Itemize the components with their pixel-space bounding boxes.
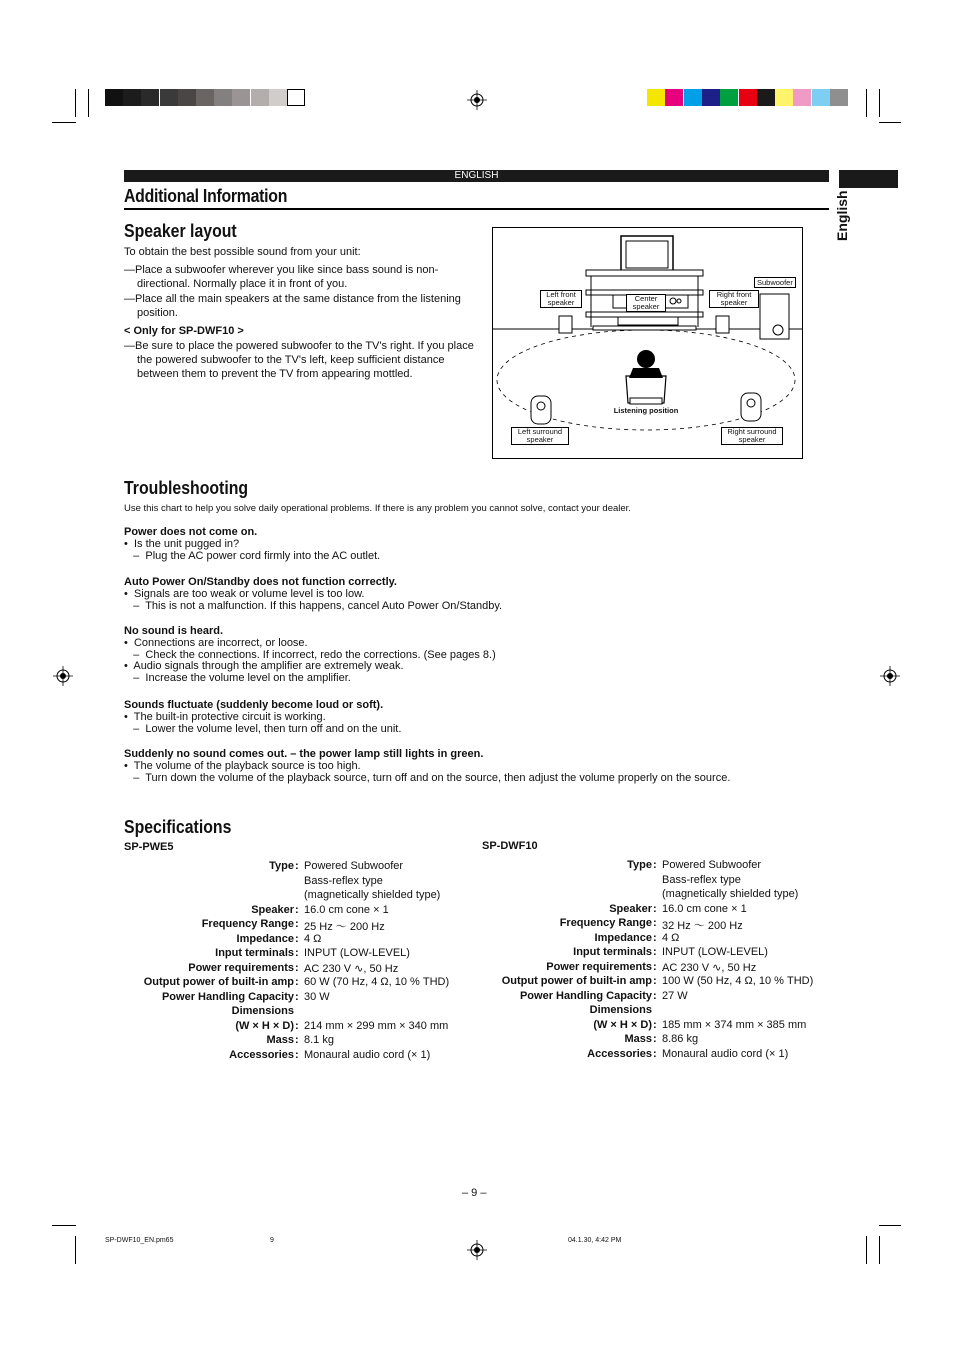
spec-colon: : xyxy=(653,989,657,1002)
trouble-heading: Auto Power On/Standby does not function correctly. xyxy=(124,576,397,588)
spec-value: 8.86 kg xyxy=(662,1033,699,1045)
spec-value: 25 Hz ～ 200 Hz xyxy=(304,921,385,933)
gray-swatch xyxy=(160,89,178,106)
spec-value: 4 Ω xyxy=(662,931,680,944)
spec-value: 185 mm × 374 mm × 385 mm xyxy=(662,1018,807,1031)
gray-swatch xyxy=(251,89,269,106)
spec-colon: : xyxy=(653,1033,657,1045)
spec-colon: : xyxy=(653,859,657,871)
trouble-line: • The volume of the playback source is too high. xyxy=(124,760,361,772)
spec-colon: : xyxy=(295,1019,299,1032)
spec-value: Monaural audio cord (× 1) xyxy=(662,1047,789,1060)
section-title: Additional Information xyxy=(124,186,288,206)
left-front-label: Left front speaker xyxy=(540,290,582,308)
spec-colon: : xyxy=(295,918,299,930)
color-swatch xyxy=(720,89,738,106)
trouble-line: • Is the unit pugged in? xyxy=(124,538,240,550)
spec-label: (W × H × D) xyxy=(235,1019,294,1032)
gray-swatch xyxy=(214,89,232,106)
registration-mark-icon xyxy=(53,666,73,686)
trouble-heading: No sound is heard. xyxy=(124,625,224,637)
right-surround-label: Right surround speaker xyxy=(721,427,783,445)
spec-colon: : xyxy=(295,1048,299,1061)
model-note-heading: < Only for SP-DWF10 > xyxy=(124,325,244,337)
spec-colon: : xyxy=(653,1047,657,1060)
trouble-line: • Signals are too weak or volume level is too low. xyxy=(124,588,365,600)
spec-value: INPUT (LOW-LEVEL) xyxy=(304,947,410,959)
spec-colon: : xyxy=(653,902,657,915)
section-rule xyxy=(124,208,829,210)
spec-value: AC 230 V ∿, 50 Hz xyxy=(304,962,399,975)
specifications-heading: Specifications xyxy=(124,817,232,837)
gray-swatch xyxy=(123,89,141,106)
spec-value: Bass-reflex type xyxy=(662,873,741,886)
footer-date: 04.1.30, 4:42 PM xyxy=(568,1237,622,1244)
listening-position-label: Listening position xyxy=(613,406,679,415)
spec-colon: : xyxy=(295,903,299,916)
spec-value: 214 mm × 299 mm × 340 mm xyxy=(304,1019,449,1032)
spec-value: 32 Hz ～ 200 Hz xyxy=(662,920,743,932)
spec-label: Power requirements xyxy=(188,961,294,974)
gray-swatch xyxy=(178,89,196,106)
spec-value: AC 230 V ∿, 50 Hz xyxy=(662,961,757,974)
trouble-heading: Suddenly no sound comes out. – the power lamp still lights in green. xyxy=(124,748,484,760)
speaker-layout-intro: To obtain the best possible sound from your unit: xyxy=(124,246,361,258)
spec-label: Input terminals xyxy=(573,946,652,958)
color-swatch xyxy=(665,89,683,106)
trouble-line: • The built-in protective circuit is working. xyxy=(124,711,326,723)
gray-swatch xyxy=(269,89,287,106)
spec-label: Mass xyxy=(266,1034,294,1046)
spec-value: 100 W (50 Hz, 4 Ω, 10 % THD) xyxy=(662,975,814,987)
spec-value: (magnetically shielded type) xyxy=(304,889,441,901)
trouble-line: – Check the connections. If incorrect, redo the corrections. (See pages 8.) xyxy=(124,648,496,661)
troubleshooting-intro: Use this chart to help you solve daily operational problems. If there is any problem you cannot solve, contact your dealer. xyxy=(124,503,631,514)
language-tab xyxy=(839,170,898,188)
language-banner: ENGLISH xyxy=(124,170,829,182)
trouble-heading: Sounds fluctuate (suddenly become loud or soft). xyxy=(124,699,384,711)
spec-value: Powered Subwoofer xyxy=(662,859,762,871)
left-surround-label: Left surround speaker xyxy=(511,427,569,445)
spec-label: Input terminals xyxy=(215,947,294,959)
color-swatch xyxy=(739,89,757,106)
spec-colon: : xyxy=(653,946,657,958)
spec-colon: : xyxy=(295,947,299,959)
color-swatch xyxy=(812,89,830,106)
color-swatch xyxy=(775,89,793,106)
spec-colon: : xyxy=(653,931,657,944)
spec-value: 60 W (70 Hz, 4 Ω, 10 % THD) xyxy=(304,976,450,988)
gray-swatch xyxy=(287,89,305,106)
spec-label: Power Handling Capacity xyxy=(519,989,652,1002)
footer-filename: SP-DWF10_EN.pm65 xyxy=(105,1237,174,1244)
listener-icon xyxy=(637,350,655,368)
spec-value: 8.1 kg xyxy=(304,1034,334,1046)
trouble-line: – Lower the volume level, then turn off and on the unit. xyxy=(124,722,402,735)
color-swatch xyxy=(702,89,720,106)
spec-label: Frequency Range xyxy=(559,917,652,929)
spec-colon: : xyxy=(653,917,657,929)
gray-swatch xyxy=(232,89,250,106)
color-swatch xyxy=(793,89,811,106)
trouble-line: – Increase the volume level on the amplifier. xyxy=(124,672,351,685)
spec-label: Type xyxy=(269,860,294,872)
color-swatch xyxy=(757,89,775,106)
left-front-speaker-icon xyxy=(559,316,572,333)
registration-mark-icon xyxy=(467,90,487,110)
trouble-line: – Plug the AC power cord firmly into the AC outlet. xyxy=(124,549,381,562)
spec-colon: : xyxy=(295,961,299,974)
registration-mark-icon xyxy=(467,1240,487,1260)
center-label: Center speaker xyxy=(626,294,666,312)
spec-label: Type xyxy=(627,859,652,871)
spec-value: 16.0 cm cone × 1 xyxy=(304,903,389,916)
color-swatch xyxy=(647,89,665,106)
spec-value: (magnetically shielded type) xyxy=(662,888,799,900)
spec-value: INPUT (LOW-LEVEL) xyxy=(662,946,768,958)
spec-label: Speaker xyxy=(609,902,652,915)
spec-colon: : xyxy=(295,990,299,1003)
spec-label: Frequency Range xyxy=(201,918,294,930)
speaker-layout-illustration xyxy=(493,228,802,458)
right-front-label: Right front speaker xyxy=(709,290,759,308)
spec-colon: : xyxy=(295,1034,299,1046)
spec-colon: : xyxy=(653,960,657,973)
spec-value: Powered Subwoofer xyxy=(304,860,404,872)
spec-label: Mass xyxy=(624,1033,652,1045)
speaker-layout-diagram xyxy=(492,227,803,459)
spec-label: Impedance xyxy=(594,931,652,944)
spec-colon: : xyxy=(295,860,299,872)
registration-mark-icon xyxy=(880,666,900,686)
speaker-layout-tip: —Place all the main speakers at the same distance from the listening position. xyxy=(124,293,461,319)
spec-label: Accessories xyxy=(587,1047,652,1060)
right-front-speaker-icon xyxy=(716,316,729,333)
spec-value: 4 Ω xyxy=(304,932,322,945)
spec-value: Monaural audio cord (× 1) xyxy=(304,1048,431,1061)
troubleshooting-heading: Troubleshooting xyxy=(124,478,249,498)
color-swatch xyxy=(830,89,848,106)
model-note: —Be sure to place the powered subwoofer to the TV's right. If you place the powered subwoofer to the TV's left, keep sufficient distance between them to prevent the TV from appearing mottled. xyxy=(124,340,474,380)
spec-value: 16.0 cm cone × 1 xyxy=(662,902,747,915)
spec-label: Power Handling Capacity xyxy=(161,990,294,1003)
spec-label: Output power of built-in amp xyxy=(501,975,652,987)
color-swatch xyxy=(684,89,702,106)
speaker-layout-heading: Speaker layout xyxy=(124,221,237,241)
spec-colon: : xyxy=(295,976,299,988)
gray-swatch xyxy=(196,89,214,106)
spec-label: (W × H × D) xyxy=(593,1018,652,1031)
spec-colon: : xyxy=(653,975,657,987)
spec-label: Power requirements xyxy=(546,960,652,973)
spec-value: 30 W xyxy=(304,990,330,1003)
trouble-line: – This is not a malfunction. If this happens, cancel Auto Power On/Standby. xyxy=(124,599,503,612)
spec-label: Dimensions xyxy=(589,1004,652,1016)
subwoofer-label: Subwoofer xyxy=(754,277,796,288)
language-side-label: English xyxy=(834,190,850,241)
spec-colon: : xyxy=(295,932,299,945)
trouble-line: – Turn down the volume of the playback source, turn off and on the source, then adjust the volume properly on the source. xyxy=(124,771,731,784)
spec-label: Accessories xyxy=(229,1048,294,1061)
spec-label: Speaker xyxy=(251,903,294,916)
page-number: – 9 – xyxy=(462,1187,487,1199)
gray-swatch xyxy=(105,89,123,106)
speaker-layout-tip: —Place a subwoofer wherever you like since bass sound is non-directional. Normally place it in front of you. xyxy=(124,264,439,290)
spec-label: Output power of built-in amp xyxy=(143,976,294,988)
spec-label: Dimensions xyxy=(231,1005,294,1017)
spec-value: 27 W xyxy=(662,989,688,1002)
spec-value: Bass-reflex type xyxy=(304,874,383,887)
model-name: SP-PWE5 xyxy=(124,841,174,853)
subwoofer-icon xyxy=(760,294,789,339)
trouble-line: • Connections are incorrect, or loose. xyxy=(124,637,308,649)
model-name: SP-DWF10 xyxy=(482,840,538,852)
trouble-line: • Audio signals through the amplifier are extremely weak. xyxy=(124,660,404,673)
spec-colon: : xyxy=(653,1018,657,1031)
gray-swatch xyxy=(141,89,159,106)
spec-label: Impedance xyxy=(236,932,294,945)
trouble-heading: Power does not come on. xyxy=(124,526,258,538)
footer-page: 9 xyxy=(270,1237,274,1244)
